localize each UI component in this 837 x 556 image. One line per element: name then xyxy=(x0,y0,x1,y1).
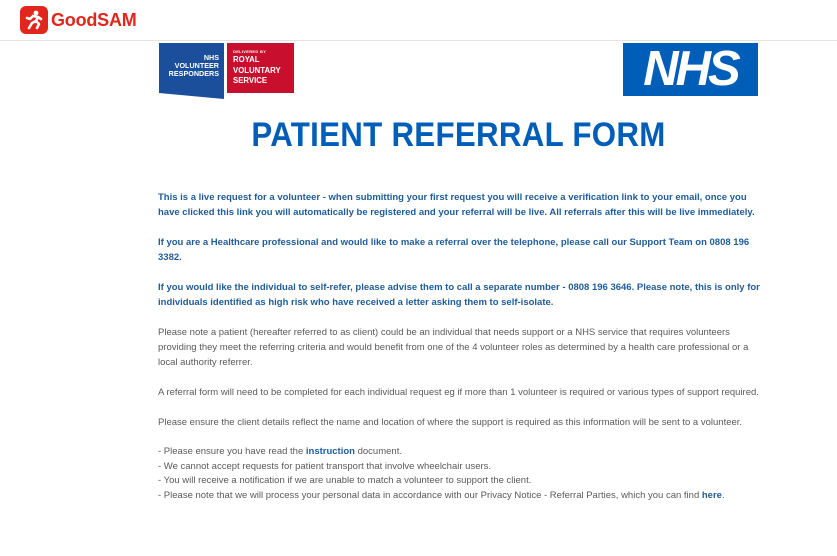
note-1-text: - Please ensure you have read the xyxy=(158,446,306,457)
note-1-text-end: document. xyxy=(354,446,402,457)
list-item xyxy=(158,445,760,460)
logo-vr-line-2: VOLUNTEER xyxy=(174,61,219,70)
logo-rvs-line-1: ROYAL xyxy=(233,55,260,64)
list-item xyxy=(158,489,760,504)
top-bar xyxy=(0,0,837,41)
goodsam-logo[interactable] xyxy=(20,6,137,34)
logo-rvs-line-2: VOLUNTARY xyxy=(233,65,281,75)
brand-name: GoodSAM xyxy=(51,9,137,30)
logo-vr-line-3: RESPONDERS xyxy=(168,69,219,78)
running-figure-icon xyxy=(20,6,48,34)
list-item: - We cannot accept requests for patient transport that involve wheelchair users. xyxy=(158,460,492,472)
patient-definition-text: Please note a patient (hereafter referred to as client) could be an individual that needs support or a NHS service that requires volunteers providing they meet the referring criteria and would benefit from one of the 4 volunteer roles as determined by a health care professional or a local authority referrer. xyxy=(158,327,749,368)
live-request-notice: This is a live request for a volunteer - when submitting your first request you will receive a verification link to your email, once you have clicked this link you will automatically be registered and your referral will be live. All referrals after this will be live immediately. xyxy=(158,192,755,218)
nhs-logo: NHS xyxy=(623,43,758,96)
note-4-text-end: . xyxy=(721,489,725,501)
privacy-notice-here-link[interactable]: here xyxy=(701,489,722,501)
note-4-text: - Please note that we will process your personal data in accordance with our Privacy Notice - Referral Parties, which you can find xyxy=(158,489,702,501)
nhs-volunteer-responders-logo xyxy=(159,43,224,93)
client-details-text: Please ensure the client details reflect the name and location of where the support is required as this information will be sent to a volunteer. xyxy=(158,417,743,428)
instruction-link[interactable]: instruction xyxy=(305,446,355,457)
referral-form-requirement-text: A referral form will need to be completed for each individual request eg if more than 1 volunteer is required or various types of support required. xyxy=(158,387,759,398)
list-item: - You will receive a notification if we are unable to match a volunteer to support the client. xyxy=(158,475,532,486)
notes-list xyxy=(158,445,760,503)
telephone-referral-notice: If you are a Healthcare professional and would like to make a referral over the telephone, please call our Support Team on 0808 196 3382. xyxy=(158,237,750,263)
page-title: PATIENT REFERRAL FORM xyxy=(251,116,666,154)
logo-rvs-delivered-by: DELIVERED BY xyxy=(233,49,267,54)
logo-rvs-line-3: SERVICE xyxy=(233,76,268,85)
logo-vr-tip xyxy=(159,93,224,99)
self-refer-notice: If you would like the individual to self-refer, please advise them to call a separate number - 0808 196 3646. Please note, this is only for individuals identified as high risk who have received a letter asking them to self-isolate. xyxy=(158,282,760,308)
logo-vr-line-1: NHS xyxy=(203,53,219,62)
form-introduction xyxy=(158,190,760,503)
royal-voluntary-service-logo xyxy=(227,43,294,93)
